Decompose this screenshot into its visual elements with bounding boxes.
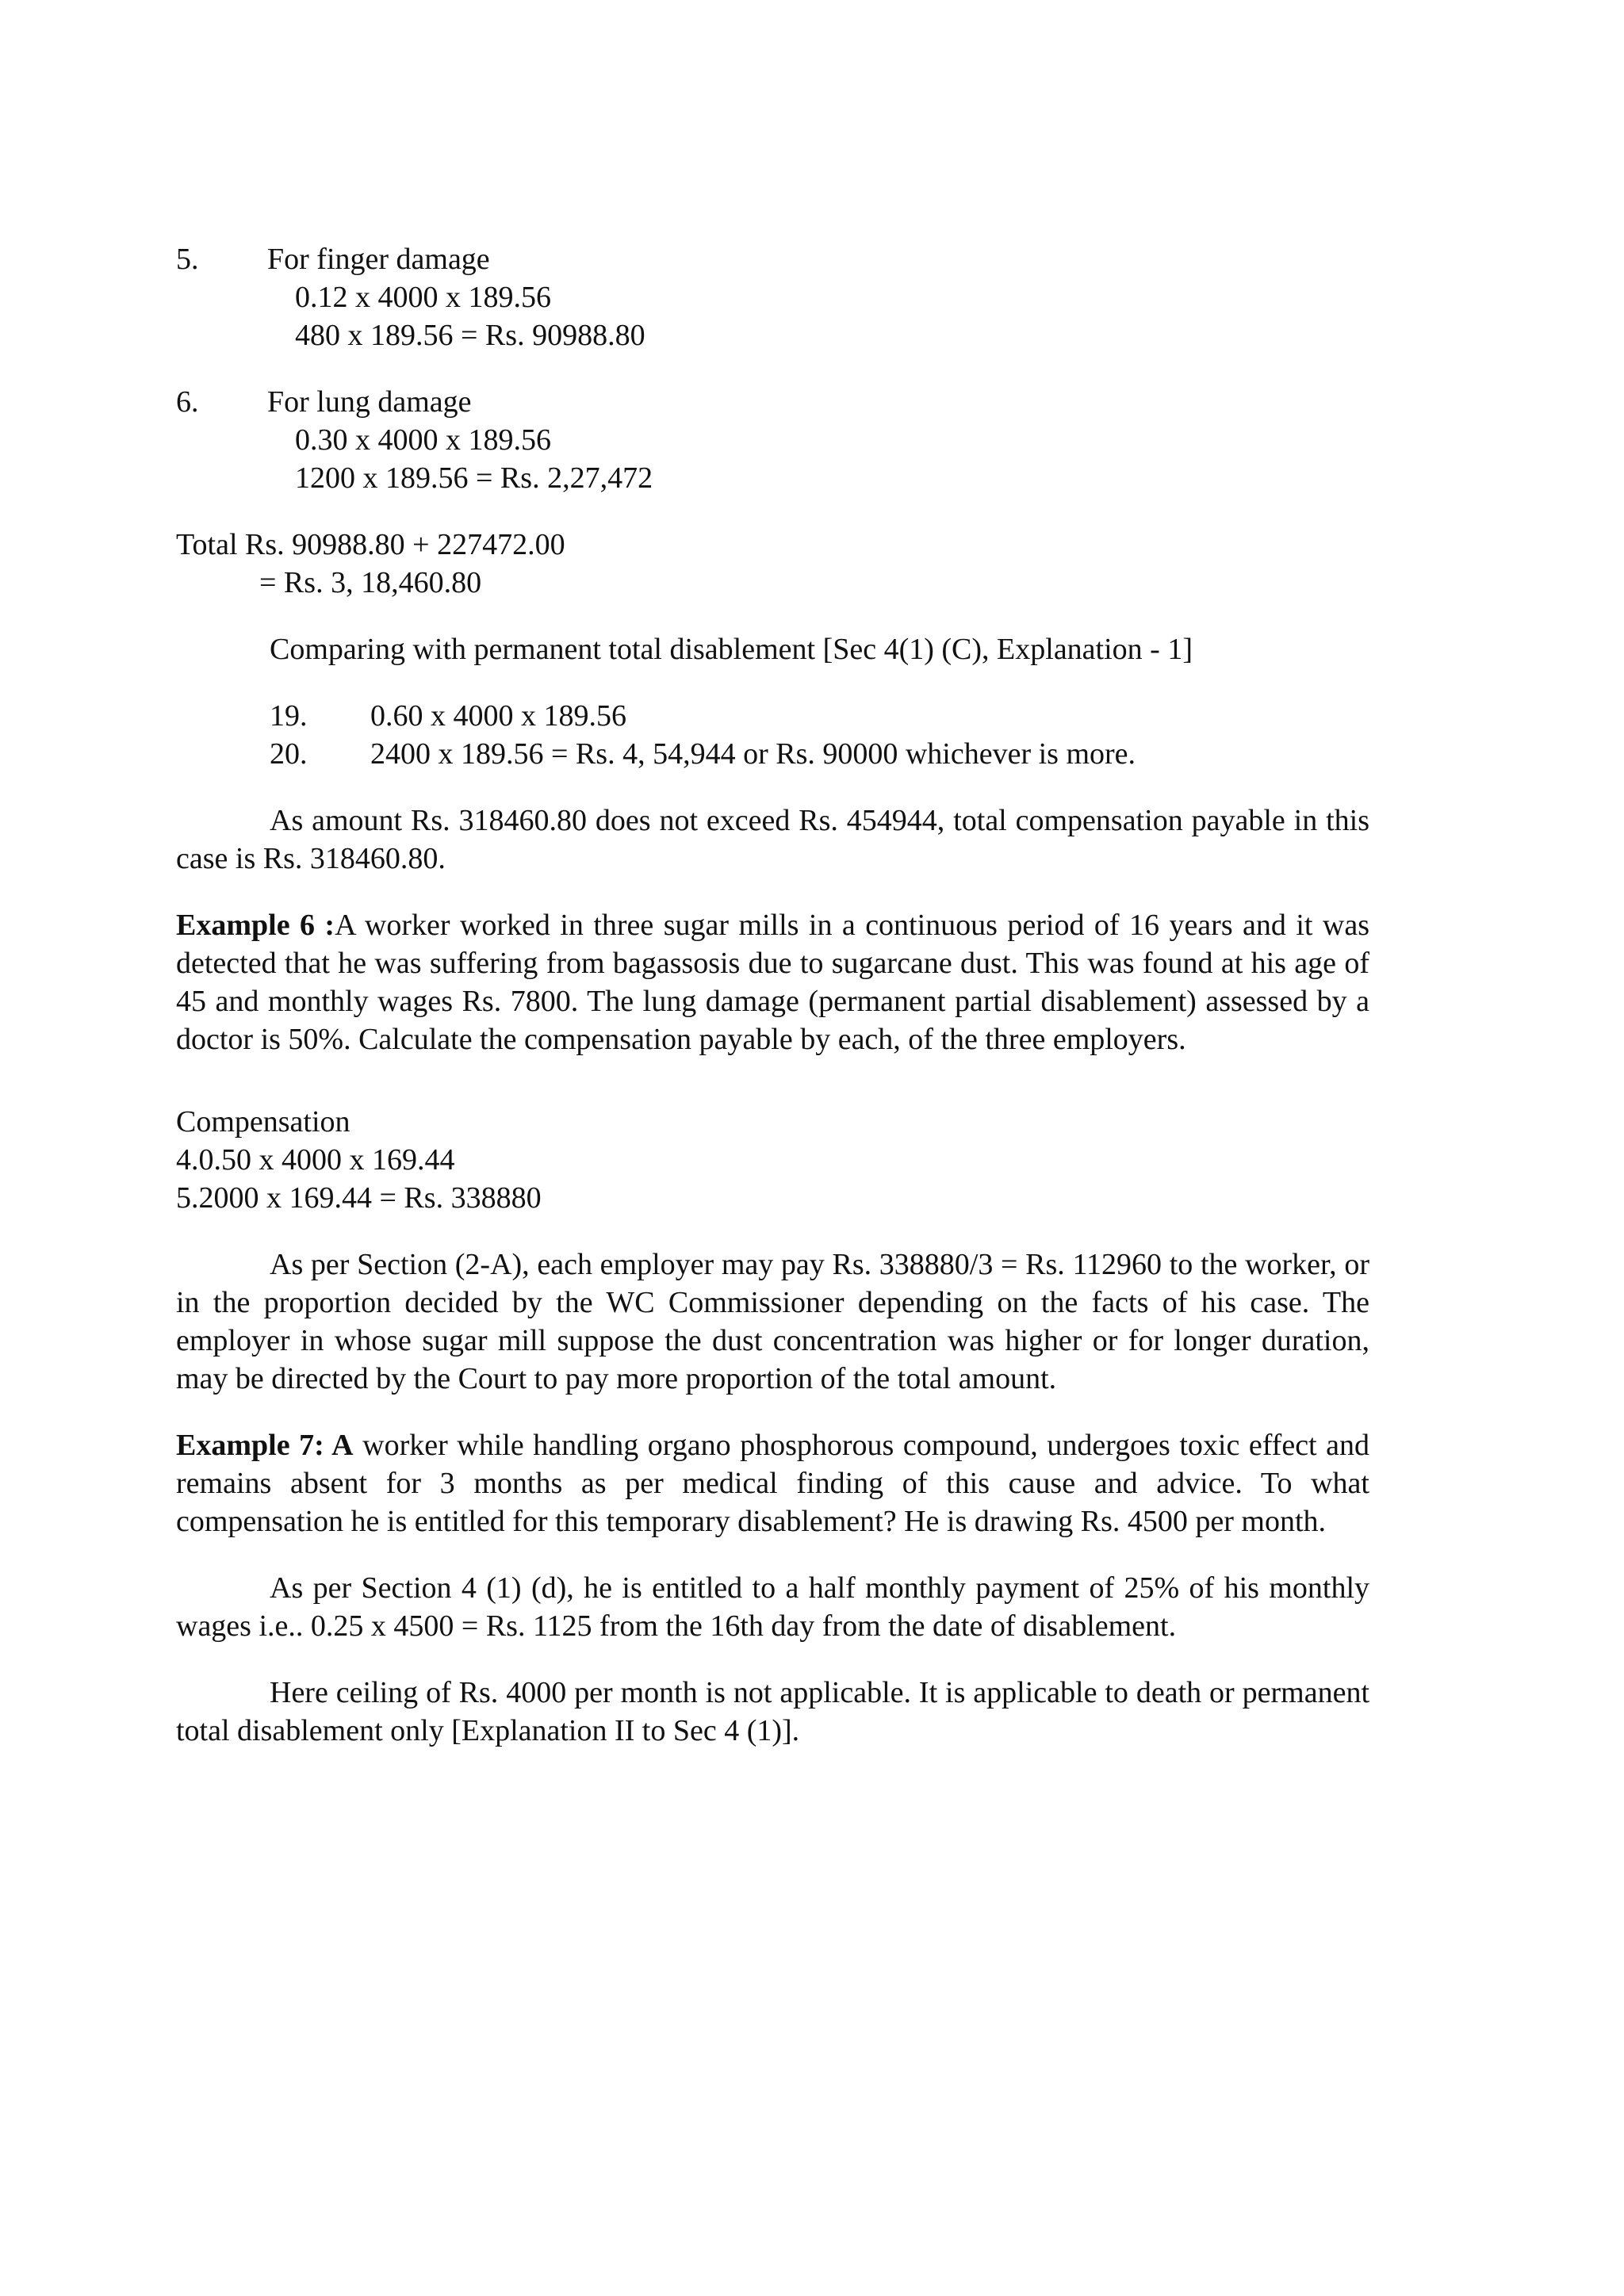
- calc-line: 0.12 x 4000 x 189.56: [295, 281, 551, 314]
- example-6-label: Example 6 :: [176, 909, 335, 942]
- inner-item: [176, 735, 1369, 773]
- item-number: 6.: [176, 385, 199, 419]
- item-number: 5.: [176, 243, 199, 276]
- example-6-text: A worker worked in three sugar mills in a continuous period of 16 years and it was detected that he was suffering from bagassosis due to sugarcane dust. This was found at his age of 45 and monthly wages Rs. 7800. The lung damage (permanent partial disablement) assessed by a doctor is 50%. Calculate the compensation payable by each, of the three employers.: [176, 909, 1369, 1056]
- compensation-heading: Compensation: [176, 1105, 350, 1138]
- item-finger-damage: [176, 240, 1369, 278]
- document-page: [176, 240, 1369, 1750]
- inner-item-number: 19.: [270, 699, 308, 733]
- inner-item-text: 0.60 x 4000 x 189.56: [370, 699, 626, 733]
- item-lung-damage: [176, 383, 1369, 421]
- example-7-text: worker while handling organo phosphorous compound, undergoes toxic effect and remains absent for 3 months as per medical finding of this cause and advice. To what compensation he is entitled for this temporary disablement? He is drawing Rs. 4500 per month.: [176, 1429, 1370, 1538]
- example-7-paragraph: [176, 1426, 1369, 1540]
- calc-line: 0.30 x 4000 x 189.56: [295, 423, 551, 457]
- inner-item-number: 20.: [270, 737, 308, 771]
- compensation-line: 5.2000 x 169.44 = Rs. 338880: [176, 1181, 542, 1215]
- section-4-paragraph: As per Section 4 (1) (d), he is entitled to a half monthly payment of 25% of his monthly wages i.e.. 0.25 x 4500 = Rs. 1125 from the 16th day from the date of disablement.: [176, 1571, 1369, 1643]
- calc-line: 480 x 189.56 = Rs. 90988.80: [295, 319, 645, 352]
- item-title: For lung damage: [267, 385, 472, 419]
- ceiling-paragraph: Here ceiling of Rs. 4000 per month is not applicable. It is applicable to death or permanent total disablement only [Explanation II to Sec 4 (1)].: [176, 1676, 1369, 1747]
- amount-paragraph: As amount Rs. 318460.80 does not exceed Rs. 454944, total compensation payable in this case is Rs. 318460.80.: [176, 804, 1369, 875]
- example-6-paragraph: [176, 906, 1369, 1058]
- calc-line: 1200 x 189.56 = Rs. 2,27,472: [295, 461, 653, 495]
- section-2a-paragraph: As per Section (2-A), each employer may pay Rs. 338880/3 = Rs. 112960 to the worker, or in the proportion decided by the WC Commissioner depending on the facts of his case. The employer in whose sugar mill suppose the dust concentration was higher or for longer duration, may be directed by the Court to pay more proportion of the total amount.: [176, 1248, 1369, 1395]
- item-title: For finger damage: [267, 243, 490, 276]
- example-7-label: Example 7: A: [176, 1429, 354, 1462]
- inner-item: [176, 697, 1369, 735]
- total-line: Total Rs. 90988.80 + 227472.00: [176, 528, 565, 561]
- compensation-line: 4.0.50 x 4000 x 169.44: [176, 1143, 455, 1177]
- inner-item-text: 2400 x 189.56 = Rs. 4, 54,944 or Rs. 90000 whichever is more.: [370, 737, 1136, 771]
- total-result: = Rs. 3, 18,460.80: [259, 566, 482, 599]
- comparing-line: Comparing with permanent total disablement [Sec 4(1) (C), Explanation - 1]: [270, 633, 1193, 666]
